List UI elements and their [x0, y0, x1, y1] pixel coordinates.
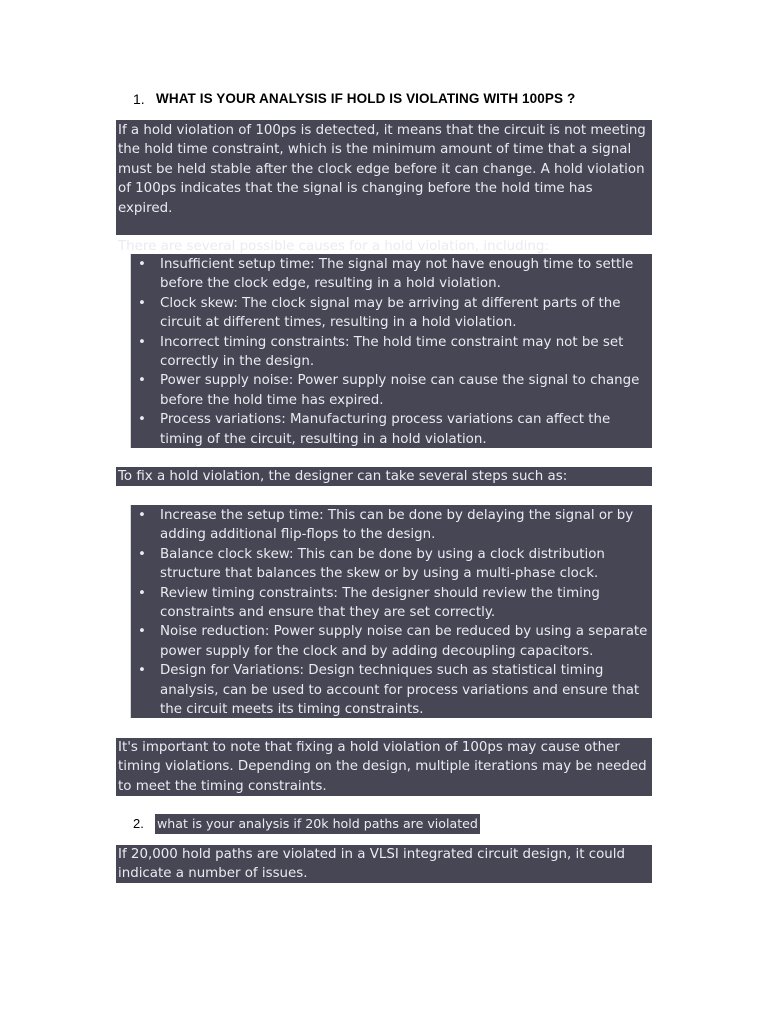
list-item: [131, 622, 652, 661]
bullet-icon: •: [138, 295, 146, 311]
answer-1-note: It's important to note that fixing a hold violation of 100ps may cause other timing violations. Depending on the design, multiple iterations may be needed to meet the timing constraints.: [118, 740, 647, 794]
list-item: [131, 545, 652, 584]
bullet-icon: •: [138, 546, 146, 562]
question-1-number: 1.: [133, 91, 145, 107]
fix-intro: To fix a hold violation, the designer can take several steps such as:: [118, 469, 568, 484]
fix-text: Increase the setup time: This can be done by delaying the signal or by adding additional flip-flops to the design.: [160, 508, 634, 543]
answer-1-intro: If a hold violation of 100ps is detected, it means that the circuit is not meeting the hold time constraint, which is the minimum amount of time that a signal must be held stable after the clock edge before it can change. A hold violation of 100ps indicates that the signal is changing before the hold time has expired.: [118, 123, 646, 216]
bullet-icon: •: [138, 334, 146, 350]
bullet-icon: •: [138, 412, 146, 428]
question-2-number: 2.: [133, 816, 144, 831]
cause-text: Power supply noise: Power supply noise can cause the signal to change before the hold time has expired.: [160, 373, 640, 408]
list-item: [131, 255, 652, 294]
cause-text: Insufficient setup time: The signal may not have enough time to settle before the clock edge, resulting in a hold violation.: [160, 257, 634, 292]
cause-text: Process variations: Manufacturing process variations can affect the timing of the circuit, resulting in a hold violation.: [160, 412, 611, 447]
list-item: [131, 371, 652, 410]
fix-text: Review timing constraints: The designer should review the timing constraints and ensure that they are set correctly.: [160, 585, 600, 621]
bullet-icon: •: [138, 257, 146, 272]
bullet-icon: •: [138, 373, 146, 389]
answer-2-intro: If 20,000 hold paths are violated in a VLSI integrated circuit design, it could indicate a number of issues.: [118, 847, 625, 882]
causes-intro: There are several possible causes for a hold violation, including:: [118, 239, 549, 255]
question-1-title: WHAT IS YOUR ANALYSIS IF HOLD IS VIOLATING WITH 100PS ?: [156, 91, 576, 106]
list-item: [131, 661, 652, 719]
fix-intro-block: [116, 467, 652, 486]
fix-text: Noise reduction: Power supply noise can be reduced by using a separate power supply for the clock and by adding decoupling capacitors.: [160, 624, 648, 659]
cause-text: Incorrect timing constraints: The hold time constraint may not be set correctly in the design.: [160, 334, 624, 370]
answer-1-intro-block: [116, 120, 652, 255]
list-item: [131, 294, 652, 333]
fix-text: Design for Variations: Design techniques such as statistical timing analysis, can be used to account for process variations and ensure that the circuit meets its timing constraints.: [160, 663, 640, 718]
list-item: [131, 333, 652, 372]
list-item: [131, 584, 652, 623]
bullet-icon: •: [138, 663, 146, 679]
fix-text: Balance clock skew: This can be done by using a clock distribution structure that balances the skew or by using a multi-phase clock.: [160, 546, 605, 582]
cause-text: Clock skew: The clock signal may be arriving at different parts of the circuit at different times, resulting in a hold violation.: [160, 295, 621, 331]
list-item: [131, 410, 652, 449]
question-2-title: what is your analysis if 20k hold paths are violated: [155, 814, 480, 834]
bullet-icon: •: [138, 585, 146, 601]
list-item: [131, 506, 652, 545]
fixes-list: [130, 505, 652, 718]
bullet-icon: •: [138, 624, 146, 640]
answer-1-note-block: [116, 738, 652, 796]
bullet-icon: •: [138, 508, 146, 523]
answer-2-intro-block: [116, 845, 652, 883]
causes-list: [130, 254, 652, 448]
